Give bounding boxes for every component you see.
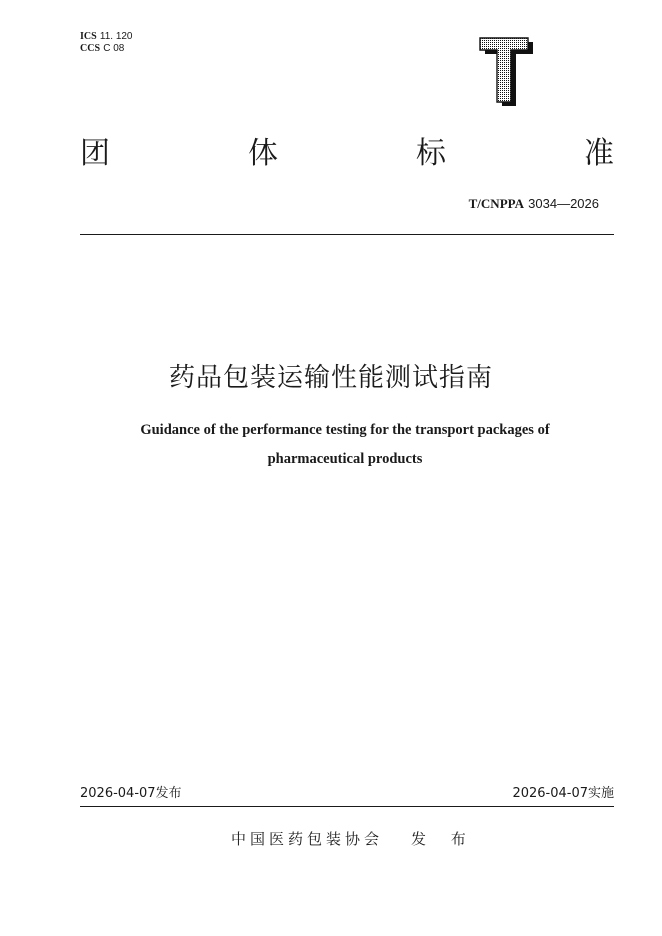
standard-type-char: 准	[584, 136, 614, 171]
standard-type-char: 团	[80, 136, 110, 171]
ccs-line	[80, 43, 133, 55]
publisher-name: 中国医药包装协会	[231, 830, 384, 848]
ics-label: ICS	[80, 31, 97, 42]
ccs-value: C 08	[103, 43, 125, 54]
document-title-en	[100, 416, 590, 474]
document-title-cn: 药品包装运输性能测试指南	[168, 363, 493, 393]
top-divider	[80, 234, 614, 235]
publisher-action: 发 布	[411, 830, 476, 848]
standard-type-heading	[80, 134, 614, 174]
standard-type-char: 标	[416, 136, 446, 171]
issue-date: 2026-04-07发布	[80, 786, 182, 801]
standard-number	[469, 196, 599, 213]
title-en-line: Guidance of the performance testing for the transport packages of	[140, 422, 550, 438]
standard-type-char: 体	[248, 136, 278, 171]
classification-codes	[80, 31, 133, 55]
standard-number-value: 3034—2026	[528, 196, 599, 211]
bottom-divider	[80, 806, 614, 807]
title-en-line: pharmaceutical products	[267, 451, 423, 467]
publisher	[231, 829, 476, 849]
implementation-date: 2026-04-07实施	[512, 786, 614, 801]
ics-value: 11. 120	[99, 31, 133, 42]
ccs-label: CCS	[80, 43, 101, 54]
standard-t-logo	[478, 36, 534, 106]
standard-number-prefix: T/CNPPA	[468, 196, 525, 211]
ics-line	[80, 31, 133, 43]
